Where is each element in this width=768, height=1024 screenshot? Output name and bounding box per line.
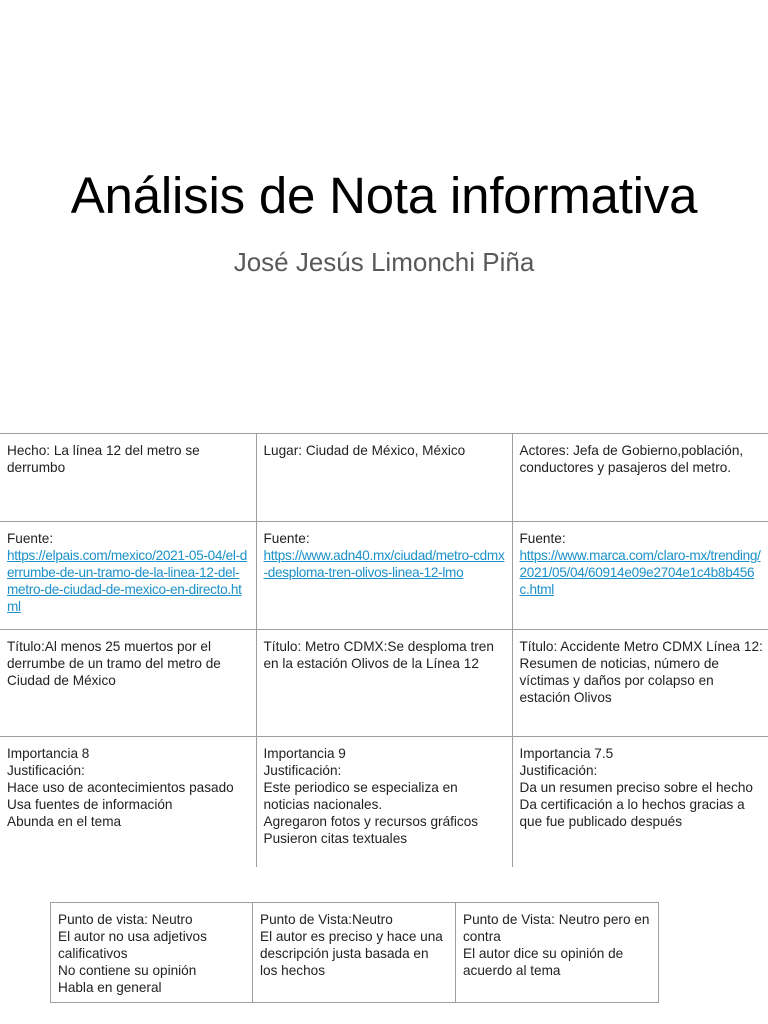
cell-titulo-1 [0,630,256,737]
cell-text: Importancia 7.5 [519,746,614,761]
cell-punto-de-vista-1 [51,903,253,1003]
cell-hecho [0,434,256,522]
cell-text: Hace uso de acontecimientos pasado [7,780,234,795]
table-row-hecho [0,434,768,522]
cell-fuente-2 [256,522,512,630]
cell-text: Justificación: [519,763,598,778]
cell-text: Título: Accidente Metro CDMX Línea 12: Resumen de noticias, número de víctimas y daños por colapso en estación Olivos [519,639,763,705]
cell-text: Punto de Vista: Neutro pero en contra [463,912,650,944]
cell-importancia-2 [256,737,512,868]
cell-text: El autor dice su opinión de acuerdo al tema [463,946,624,978]
source-link-elpais[interactable]: https://elpais.com/mexico/2021-05-04/el-derrumbe-de-un-tramo-de-la-linea-12-del-metro-de-ciudad-de-mexico-en-directo.html [7,548,248,614]
cell-titulo-3 [512,630,768,737]
cell-actores [512,434,768,522]
cell-text: Importancia 9 [263,746,346,761]
cell-titulo-2 [256,630,512,737]
cell-importancia-3 [512,737,768,868]
table-row-titulo [0,630,768,737]
table-row-fuente [0,522,768,630]
cell-punto-de-vista-2 [253,903,456,1003]
cell-text: Lugar: Ciudad de México, México [263,443,466,458]
table-row-importancia [0,737,768,868]
cell-text: Agregaron fotos y recursos gráficos [263,814,479,829]
cell-text: El autor es preciso y hace una descripción justa basada en los hechos [260,929,443,978]
cell-text: Justificación: [7,763,85,778]
cell-text: Pusieron citas textuales [263,831,408,846]
cell-text: Justificación: [263,763,342,778]
cell-text: Habla en general [58,980,162,995]
document-title: Análisis de Nota informativa [70,167,698,224]
cell-label: Fuente: [7,531,54,546]
cell-importancia-1 [0,737,256,868]
cell-text: No contiene su opinión [58,963,197,978]
source-link-adn40[interactable]: https://www.adn40.mx/ciudad/metro-cdmx-desploma-tren-olivos-linea-12-lmo [263,548,505,580]
point-of-view-table [50,902,659,1003]
cell-label: Fuente: [263,531,310,546]
cell-text: Título: Metro CDMX:Se desploma tren en la estación Olivos de la Línea 12 [263,639,494,671]
cell-label: Fuente: [519,531,566,546]
cell-text: Da un resumen preciso sobre el hecho [519,780,753,795]
table-row-punto-de-vista [51,903,659,1003]
cell-text: Este periodico se especializa en noticias nacionales. [263,780,458,812]
cell-punto-de-vista-3 [456,903,659,1003]
cell-text: Punto de vista: Neutro [58,912,193,927]
cell-fuente-3 [512,522,768,630]
cell-text: El autor no usa adjetivos calificativos [58,929,207,961]
cell-text: Hecho: La línea 12 del metro se derrumbo [7,443,200,475]
cell-text: Abunda en el tema [7,814,122,829]
cell-text: Da certificación a lo hechos gracias a que fue publicado después [519,797,745,829]
cell-fuente-1 [0,522,256,630]
cell-text: Actores: Jefa de Gobierno,población, conductores y pasajeros del metro. [519,443,744,475]
cell-text: Punto de Vista:Neutro [260,912,393,927]
cell-text: Título:Al menos 25 muertos por el derrumbe de un tramo del metro de Ciudad de México [7,639,221,688]
source-link-marca[interactable]: https://www.marca.com/claro-mx/trending/2021/05/04/60914e09e2704e1c4b8b456c.html [519,548,761,597]
cell-lugar [256,434,512,522]
cell-text: Usa fuentes de información [7,797,173,812]
analysis-table [0,433,768,867]
cell-text: Importancia 8 [7,746,90,761]
document-author: José Jesús Limonchi Piña [233,247,535,277]
